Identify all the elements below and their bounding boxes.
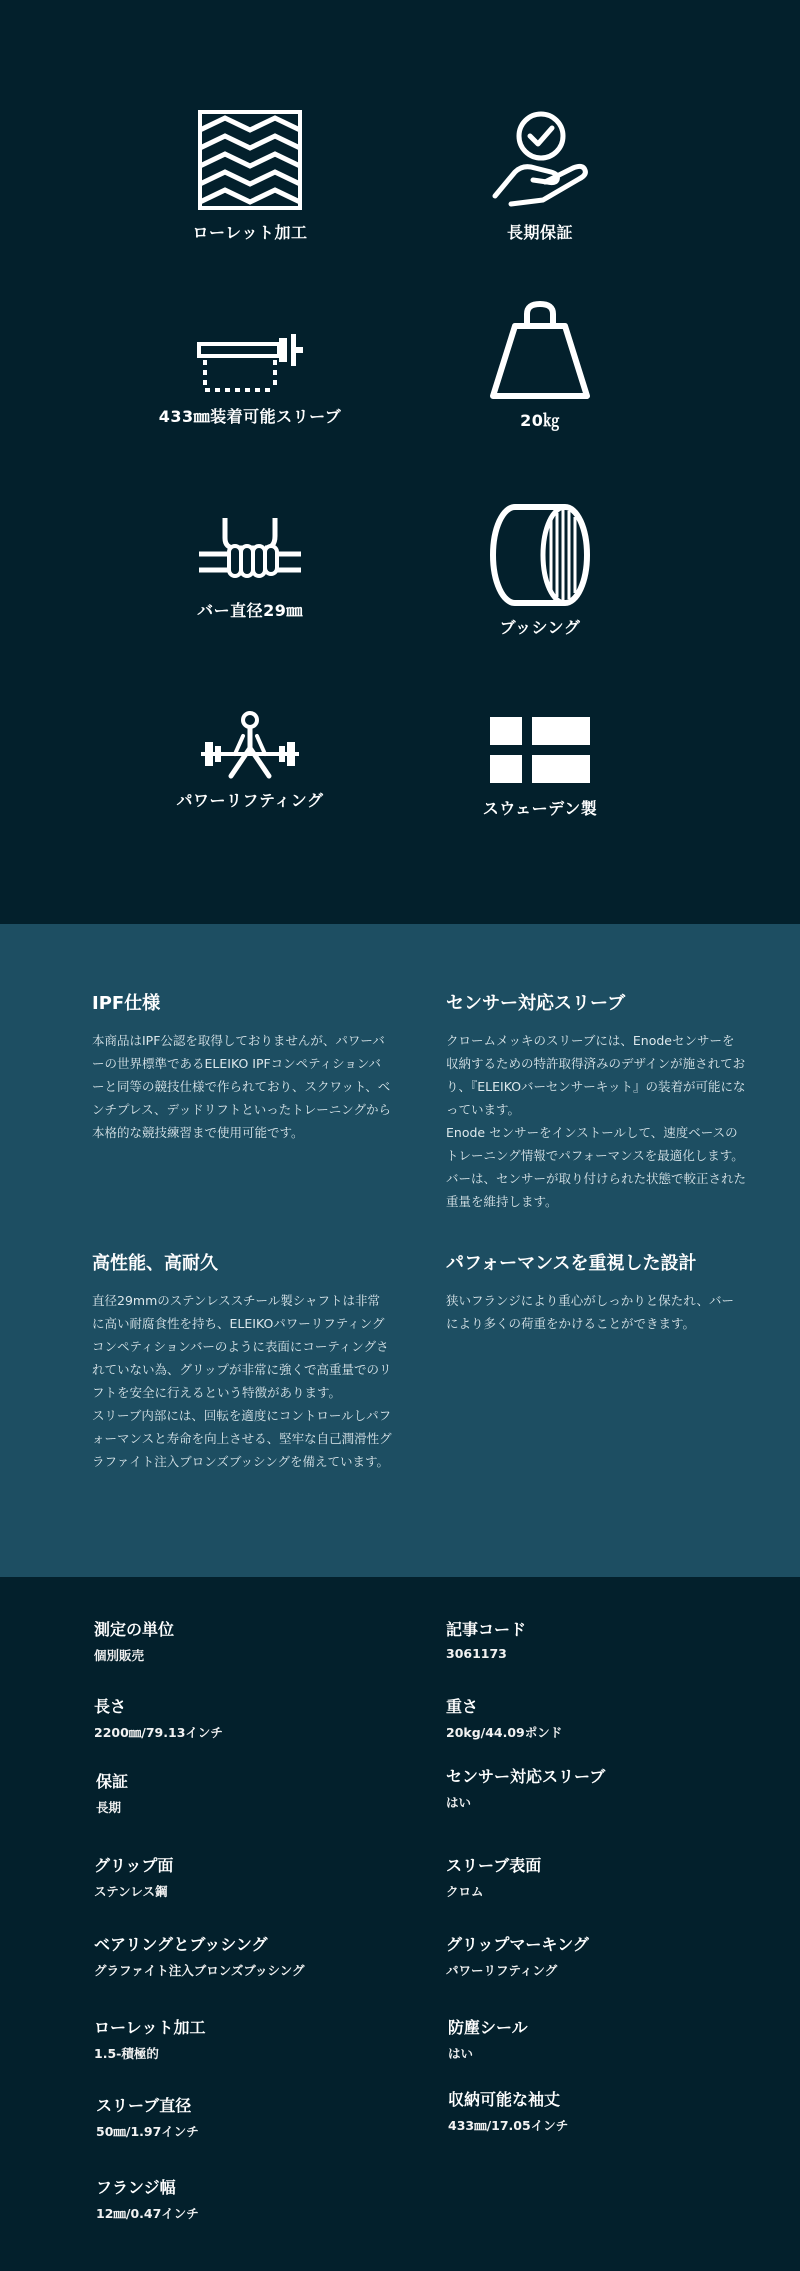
feature-label: 長期保証 (506, 223, 573, 242)
warranty-hand-check-icon (485, 108, 595, 212)
feature-label: パワーリフティング (176, 791, 324, 810)
info-title: 高性能、高耐久 (92, 1253, 218, 1274)
powerlifter-icon (195, 710, 305, 780)
spec-key: スリーブ表面 (446, 1856, 542, 1875)
spec-value: はい (448, 2046, 474, 2061)
spec-value: 長期 (96, 1800, 122, 1815)
spec-value: 20kg/44.09ポンド (446, 1725, 563, 1740)
feature-label: 20㎏ (520, 411, 560, 430)
spec-key: 収納可能な袖丈 (448, 2090, 561, 2109)
spec-item (94, 1617, 394, 1664)
spec-key: センサー対応スリーブ (446, 1767, 606, 1786)
spec-value: 3061173 (446, 1646, 507, 1661)
spec-item (96, 2093, 396, 2140)
info-text: 狭いフランジにより重心がしっかりと保たれ、バーにより多くの荷重をかけることができます。 (446, 1293, 734, 1331)
spec-key: 重さ (446, 1697, 479, 1716)
feature-label: スウェーデン製 (482, 799, 598, 818)
spec-value: ステンレス鋼 (94, 1884, 168, 1899)
product-info-section (0, 924, 800, 1577)
info-text: クロームメッキのスリーブには、Enodeセンサーを収納するための特許取得済みのデザインが施されており、『ELEIKOバーセンサーキット』の装着が可能になっています。 Enode センサーをインストールして、速度ベースのトレーニング情報でパフォーマンスを最適化します。バーは、センサーが取り付けられた状態で較正された重量を維持します。 (446, 1033, 747, 1209)
info-title: パフォーマンスを重視した設計 (446, 1253, 697, 1274)
feature-label: ブッシング (499, 618, 581, 637)
spec-item (96, 1769, 396, 1816)
spec-value: 12㎜/0.47インチ (96, 2206, 199, 2221)
spec-key: ローレット加工 (94, 2018, 206, 2037)
spec-item (448, 2087, 748, 2134)
spec-key: スリーブ直径 (96, 2096, 192, 2115)
spec-key: 測定の単位 (94, 1620, 175, 1639)
feature-bushing (390, 503, 690, 638)
spec-item (446, 1932, 746, 1979)
spec-item (446, 1617, 746, 1661)
specifications-section (0, 1577, 800, 2271)
info-text: 直径29mmのステンレススチール製シャフトは非常に高い耐腐食性を持ち、ELEIKOパワーリフティングコンペティションバーのように表面にコーティングされていない為、グリップが非常に強くで高重量でのリフトを安全に行えるという特徴があります。 スリーブ内部には、回転を適度にコントロールしパフォーマンスと寿命を向上させる、堅牢な自己潤滑性グラファイト注入ブロンズブッシングを備えています。 (92, 1293, 392, 1469)
feature-label: バー直径29㎜ (197, 601, 303, 620)
feature-weight (390, 300, 690, 431)
info-ipf (92, 989, 392, 1144)
features-section (0, 0, 800, 924)
spec-key: 記事コード (446, 1620, 527, 1639)
spec-value: 個別販売 (94, 1648, 145, 1663)
spec-value: 50㎜/1.97インチ (96, 2124, 199, 2139)
spec-item (94, 1932, 394, 1979)
weight-icon (485, 300, 595, 400)
spec-value: 2200㎜/79.13インチ (94, 1725, 223, 1740)
spec-item (446, 1764, 746, 1811)
feature-sleeve (100, 330, 400, 427)
feature-powerlifting (100, 710, 400, 811)
spec-item (94, 2015, 394, 2062)
info-durability (92, 1249, 392, 1473)
info-sensor (446, 989, 746, 1213)
spec-item (96, 2175, 396, 2222)
spec-item (94, 1853, 394, 1900)
spec-key: 保証 (96, 1772, 129, 1791)
info-title: センサー対応スリーブ (446, 993, 626, 1014)
info-design (446, 1249, 746, 1335)
feature-sweden (390, 712, 690, 819)
swedish-flag-icon (485, 712, 595, 788)
feature-knurling (100, 108, 400, 243)
spec-item (94, 1694, 394, 1741)
spec-key: グリップマーキング (446, 1935, 589, 1954)
spec-value: はい (446, 1795, 472, 1810)
spec-key: ベアリングとブッシング (94, 1935, 268, 1954)
feature-label: ローレット加工 (192, 223, 308, 242)
bar-sleeve-icon (195, 330, 305, 396)
spec-key: グリップ面 (94, 1856, 174, 1875)
bushing-icon (485, 503, 595, 607)
grip-hand-icon (195, 514, 305, 590)
feature-warranty (390, 108, 690, 243)
spec-item (448, 2015, 748, 2062)
spec-value: 433㎜/17.05インチ (448, 2118, 569, 2133)
spec-value: クロム (446, 1884, 484, 1899)
feature-label: 433㎜装着可能スリーブ (158, 407, 342, 426)
spec-key: 長さ (94, 1697, 127, 1716)
spec-value: パワーリフティング (446, 1963, 558, 1978)
knurling-icon (195, 108, 305, 212)
spec-value: グラファイト注入ブロンズブッシング (94, 1963, 305, 1978)
info-title: IPF仕様 (92, 993, 161, 1014)
info-text: 本商品はIPF公認を取得しておりませんが、パワーバーの世界標準であるELEIKO IPFコンペティションバーと同等の競技仕様で作られており、スクワット、ベンチプレス、デッドリフトといったトレーニングから本格的な競技練習まで使用可能です。 (92, 1033, 392, 1140)
spec-key: フランジ幅 (96, 2178, 176, 2197)
spec-item (446, 1853, 746, 1900)
spec-key: 防塵シール (448, 2018, 528, 2037)
spec-item (446, 1694, 746, 1741)
spec-value: 1.5-積極的 (94, 2046, 159, 2061)
feature-diameter (100, 514, 400, 621)
